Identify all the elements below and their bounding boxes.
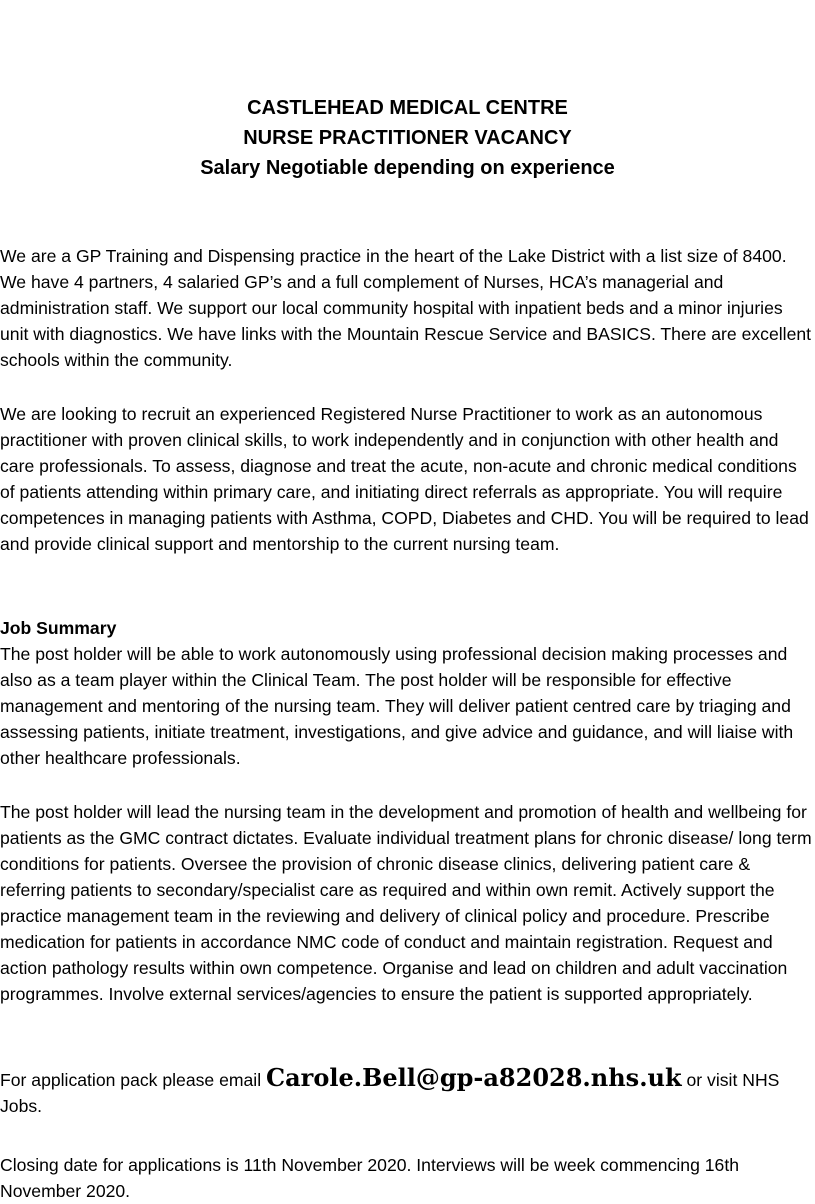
application-prefix: For application pack please email xyxy=(0,1070,267,1090)
vacancy-title: NURSE PRACTITIONER VACANCY xyxy=(243,127,572,149)
job-summary-paragraph: The post holder will be able to work autonomously using professional decision making processes and also as a team player within the Clinical Team. The post holder will be responsible for effective management and mentoring of the nursing team. They will deliver patient centred care by triaging and assessing patients, initiate treatment, investigations, and give advice and guidance, and will liaise with other healthcare professionals. xyxy=(0,644,794,768)
salary-note: Salary Negotiable depending on experience xyxy=(200,157,615,179)
document-header xyxy=(0,93,815,183)
intro-paragraph: We are a GP Training and Dispensing practice in the heart of the Lake District with a list size of 8400. We have 4 partners, 4 salaried GP’s and a full complement of Nurses, HCA’s managerial and administration staff. We support our local community hospital with inpatient beds and a minor injuries unit with diagnostics. We have links with the Mountain Rescue Service and BASICS. There are excellent schools within the community. xyxy=(0,246,812,370)
closing-date-paragraph: Closing date for applications is 11th November 2020. Interviews will be week commencing 16th November 2020. xyxy=(0,1155,739,1201)
application-line xyxy=(0,1065,812,1119)
contact-email[interactable]: Carole.Bell@gp-a82028.nhs.uk xyxy=(266,1063,682,1092)
application-suffix: or visit NHS Jobs. xyxy=(0,1070,780,1116)
practice-name: CASTLEHEAD MEDICAL CENTRE xyxy=(247,97,568,119)
job-summary-heading: Job Summary xyxy=(0,618,117,638)
responsibilities-paragraph: The post holder will lead the nursing team in the development and promotion of health and wellbeing for patients as the GMC contract dictates. Evaluate individual treatment plans for chronic disease/ long term conditions for patients. Oversee the provision of chronic disease clinics, delivering patient care & referring patients to secondary/specialist care as required and within own remit. Actively support the practice management team in the reviewing and delivery of clinical policy and procedure. Prescribe medication for patients in accordance NMC code of conduct and maintain registration. Request and action pathology results within own competence. Organise and lead on children and adult vaccination programmes. Involve external services/agencies to ensure the patient is supported appropriately. xyxy=(0,802,812,1004)
recruit-paragraph: We are looking to recruit an experienced Registered Nurse Practitioner to work as an autonomous practitioner with proven clinical skills, to work independently and in conjunction with other health and care professionals. To assess, diagnose and treat the acute, non-acute and chronic medical conditions of patients attending within primary care, and initiating direct referrals as appropriate. You will require competences in managing patients with Asthma, COPD, Diabetes and CHD. You will be required to lead and provide clinical support and mentorship to the current nursing team. xyxy=(0,404,809,554)
